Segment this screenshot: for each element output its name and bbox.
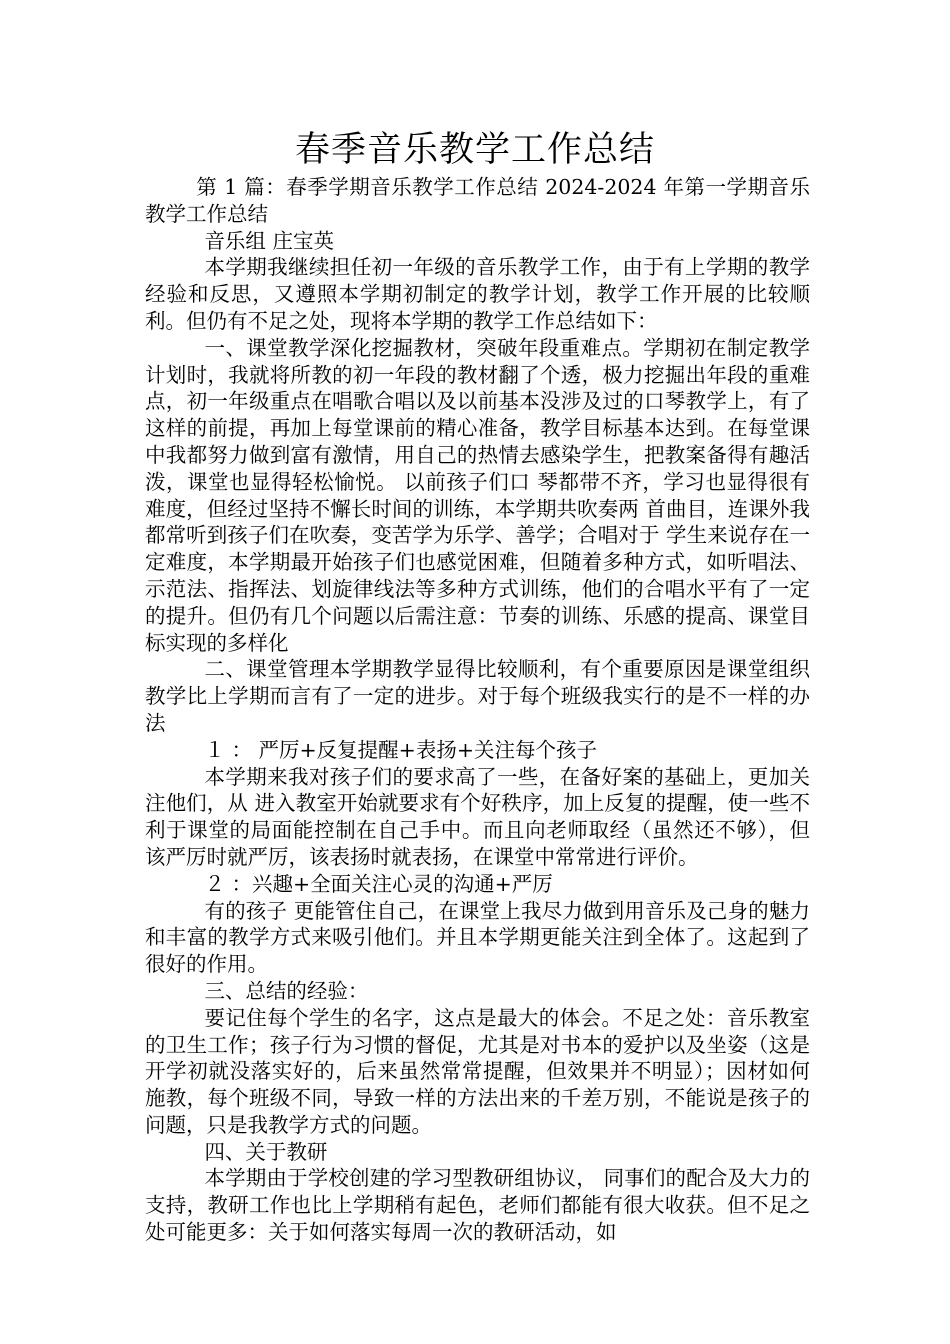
document-title: 春季音乐教学工作总结 — [294, 130, 655, 170]
method-one-paragraph: 本学期来我对孩子们的要求高了一些，在备好案的基础上，更加关注他们，从 进入教室开始就要求有个好秩序，加上反复的提醒，使一些不利于课堂的局面能控制在自己手中。而且向老师取经（虽然还不够），但该严厉时就严厉，该表扬时就表扬，在课堂中常常进行评价。 — [145, 764, 810, 869]
author-line: 音乐组 庄宝英 — [204, 228, 334, 253]
section-three-paragraph: 要记住每个学生的名字，这点是最大的体会。不足之处：音乐教室的卫生工作；孩子行为习惯的督促，尤其是对书本的爱护以及坐姿（这是开学初就没落实好的，后来虽然常常提醒，但效果并不明显）；因材如何施教，每个班级不同，导致一样的方法出来的千差万别，不能说是孩子的问题，只是我教学方式的问题。 — [145, 1005, 810, 1137]
section-four-paragraph: 本学期由于学校创建的学习型教研组协议， 同事们的配合及大力的支持，教研工作也比上学期稍有起色，老师们都能有很大收获。但不足之处可能更多：关于如何落实每周一次的教研活动，如 — [145, 1166, 810, 1245]
intro-paragraph: 本学期我继续担任初一年级的音乐教学工作，由于有上学期的教学经验和反思，又遵照本学期初制定的教学计划，教学工作开展的比较顺利。但仍有不足之处，现将本学期的教学工作总结如下： — [145, 255, 810, 333]
method-two-heading: ２ ：兴趣+全面关注心灵的沟通+严厉 — [204, 871, 553, 896]
section-three-heading: 三、总结的经验： — [204, 978, 369, 1003]
article-heading-paragraph: 第 1 篇：春季学期音乐教学工作总结 2024-2024 年第一学期音乐教学工作总结 — [145, 175, 810, 226]
section-two-paragraph: 二、课堂管理本学期教学显得比较顺利，有个重要原因是课堂组织教学比上学期而言有了一定的进步。对于每个班级我实行的是不一样的办法 — [145, 657, 810, 735]
section-four-heading: 四、关于教研 — [204, 1139, 328, 1164]
section-one-paragraph: 一、课堂教学深化挖掘教材，突破年段重难点。学期初在制定教学计划时，我就将所教的初一年段的教材翻了个透，极力挖掘出年段的重难点，初一年级重点在唱歌合唱以及以前基本没涉及过的口琴教学上，有了这样的前提，再加上每堂课前的精心准备，教学目标基本达到。在每堂课中我都努力做到富有激情，用自己的热情去感染学生，把教案备得有趣活泼，课堂也显得轻松愉悦。 以前孩子们口 琴都带不齐，学习也显得很有难度，但经过坚持不懈长时间的训练，本学期共吹奏两 首曲目，连课外我都常听到孩子们在吹奏，变苦学为乐学、善学；合唱对于 学生来说存在一定难度，本学期最开始孩子们也感觉困难，但随着多种方式，如听唱法、示范法、指挥法、划旋律线法等多种方式训练，他们的合唱水平有了一定的提升。但仍有几个问题以后需注意：节奏的训练、乐感的提高、课堂目标实现的多样化 — [145, 335, 810, 655]
method-one-heading: １ ： 严厉+反复提醒+表扬+关注每个孩子 — [204, 737, 597, 762]
method-two-paragraph: 有的孩子 更能管住自己，在课堂上我尽力做到用音乐及己身的魅力和丰富的教学方式来吸引他们。并且本学期更能关注到全体了。这起到了很好的作用。 — [145, 898, 810, 977]
document-body — [145, 174, 810, 1246]
